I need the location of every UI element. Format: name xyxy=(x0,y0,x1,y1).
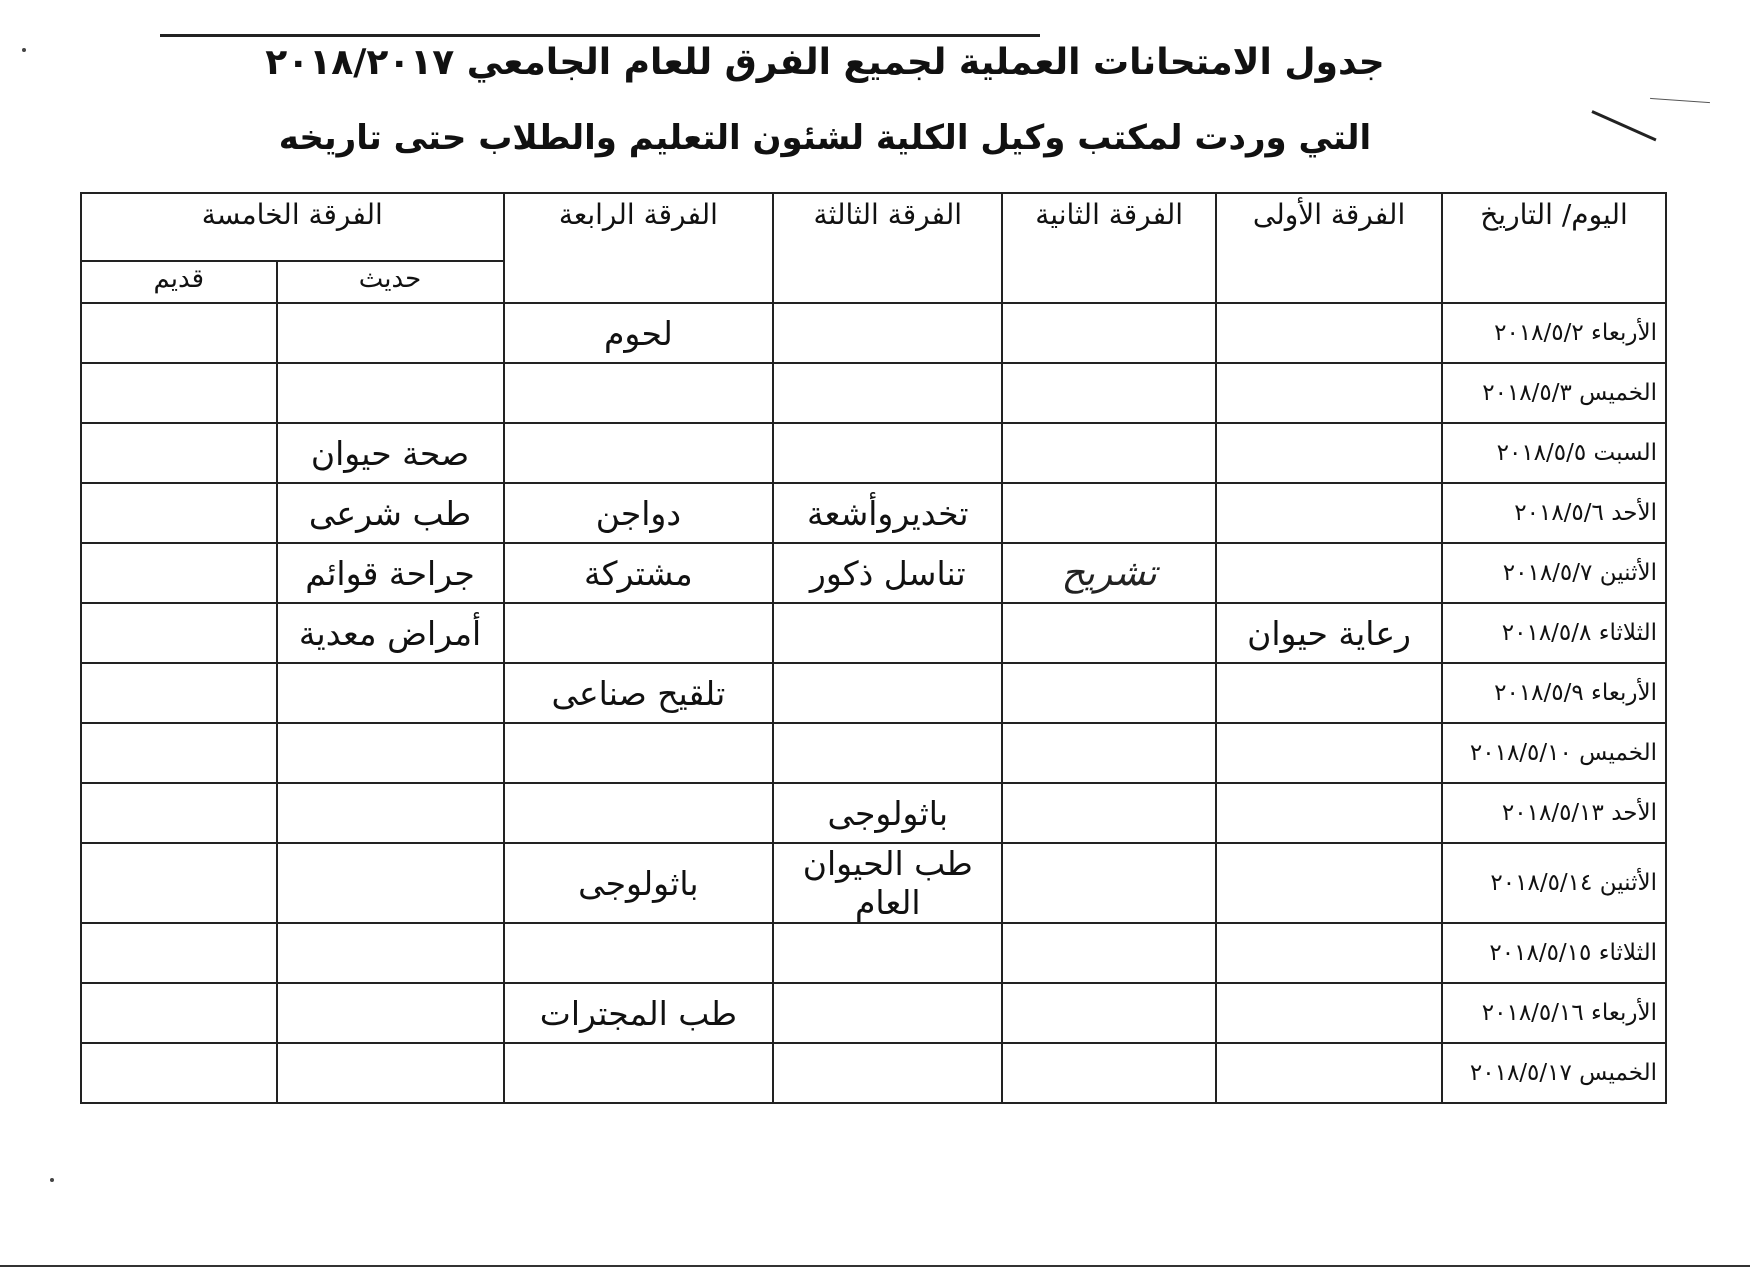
first-year-cell xyxy=(1216,783,1442,843)
first-year-cell xyxy=(1216,723,1442,783)
date-cell: الأحد ٢٠١٨/٥/١٣ xyxy=(1442,783,1666,843)
fifth-new-cell: صحة حيوان xyxy=(277,423,504,483)
third-year-cell: تناسل ذكور xyxy=(773,543,1002,603)
fifth-new-cell xyxy=(277,303,504,363)
date-cell: الأربعاء ٢٠١٨/٥/٢ xyxy=(1442,303,1666,363)
second-year-cell xyxy=(1002,983,1216,1043)
date-cell: الخميس ٢٠١٨/٥/١٠ xyxy=(1442,723,1666,783)
table-row xyxy=(81,923,1666,983)
fourth-year-cell xyxy=(504,1043,774,1103)
fifth-old-cell xyxy=(81,663,277,723)
first-year-cell xyxy=(1216,923,1442,983)
date-cell: الأثنين ٢٠١٨/٥/١٤ xyxy=(1442,843,1666,923)
date-cell: الخميس ٢٠١٨/٥/١٧ xyxy=(1442,1043,1666,1103)
fifth-new-cell xyxy=(277,843,504,923)
fifth-old-cell xyxy=(81,303,277,363)
header-fourth-year: الفرقة الرابعة xyxy=(504,193,774,303)
first-year-cell xyxy=(1216,543,1442,603)
second-year-cell xyxy=(1002,663,1216,723)
date-cell: السبت ٢٠١٨/٥/٥ xyxy=(1442,423,1666,483)
header-first-year: الفرقة الأولى xyxy=(1216,193,1442,303)
fifth-old-cell xyxy=(81,363,277,423)
second-year-cell xyxy=(1002,423,1216,483)
fourth-year-cell: تلقيح صناعى xyxy=(504,663,774,723)
fourth-year-cell xyxy=(504,723,774,783)
table-row xyxy=(81,483,1666,543)
fourth-year-cell: طب المجترات xyxy=(504,983,774,1043)
first-year-cell xyxy=(1216,483,1442,543)
fifth-new-cell xyxy=(277,1043,504,1103)
table-row xyxy=(81,543,1666,603)
first-year-cell: رعاية حيوان xyxy=(1216,603,1442,663)
fifth-new-cell xyxy=(277,983,504,1043)
fourth-year-cell xyxy=(504,603,774,663)
scan-speck xyxy=(22,48,26,52)
third-year-cell xyxy=(773,923,1002,983)
third-year-cell xyxy=(773,1043,1002,1103)
table-row xyxy=(81,303,1666,363)
second-year-cell xyxy=(1002,603,1216,663)
fifth-old-cell xyxy=(81,483,277,543)
first-year-cell xyxy=(1216,303,1442,363)
header-third-year: الفرقة الثالثة xyxy=(773,193,1002,303)
fifth-old-cell xyxy=(81,543,277,603)
second-year-cell xyxy=(1002,483,1216,543)
scan-artifact-line xyxy=(160,34,1040,37)
fourth-year-cell xyxy=(504,923,774,983)
table-row xyxy=(81,663,1666,723)
fifth-new-cell: أمراض معدية xyxy=(277,603,504,663)
first-year-cell xyxy=(1216,423,1442,483)
third-year-cell: باثولوجى xyxy=(773,783,1002,843)
second-year-cell xyxy=(1002,363,1216,423)
table-header-row xyxy=(81,193,1666,261)
fourth-year-cell: مشتركة xyxy=(504,543,774,603)
fifth-new-cell xyxy=(277,923,504,983)
table-row xyxy=(81,1043,1666,1103)
second-year-cell xyxy=(1002,783,1216,843)
fourth-year-cell: دواجن xyxy=(504,483,774,543)
table-row xyxy=(81,363,1666,423)
table-row xyxy=(81,783,1666,843)
date-cell: الثلاثاء ٢٠١٨/٥/٨ xyxy=(1442,603,1666,663)
third-year-cell: طب الحيوان العام xyxy=(773,843,1002,923)
header-fifth-year: الفرقة الخامسة xyxy=(81,193,504,261)
third-year-cell: تخديروأشعة xyxy=(773,483,1002,543)
date-cell: الأحد ٢٠١٨/٥/٦ xyxy=(1442,483,1666,543)
fifth-old-cell xyxy=(81,423,277,483)
pen-mark-thin xyxy=(1650,98,1710,103)
page-title: جدول الامتحانات العملية لجميع الفرق للعام الجامعي ٢٠١٨/٢٠١٧ xyxy=(265,42,1385,83)
second-year-cell xyxy=(1002,303,1216,363)
second-year-cell xyxy=(1002,723,1216,783)
third-year-cell xyxy=(773,723,1002,783)
fourth-year-cell xyxy=(504,423,774,483)
second-year-handwritten-cell: تشريح xyxy=(1002,543,1216,603)
third-year-cell xyxy=(773,363,1002,423)
fourth-year-cell: باثولوجى xyxy=(504,843,774,923)
fifth-old-cell xyxy=(81,983,277,1043)
exam-schedule-table xyxy=(80,192,1667,1104)
table-row xyxy=(81,423,1666,483)
third-year-cell xyxy=(773,423,1002,483)
date-cell: الخميس ٢٠١٨/٥/٣ xyxy=(1442,363,1666,423)
third-year-cell xyxy=(773,303,1002,363)
fourth-year-cell xyxy=(504,783,774,843)
header-date: اليوم/ التاريخ xyxy=(1442,193,1666,303)
scan-edge-line xyxy=(0,1265,1750,1267)
table-row xyxy=(81,983,1666,1043)
date-cell: الثلاثاء ٢٠١٨/٥/١٥ xyxy=(1442,923,1666,983)
header-fifth-new: حديث xyxy=(277,261,504,303)
header-second-year: الفرقة الثانية xyxy=(1002,193,1216,303)
table-row xyxy=(81,843,1666,923)
fifth-old-cell xyxy=(81,723,277,783)
fourth-year-cell xyxy=(504,363,774,423)
pen-mark xyxy=(1591,110,1656,141)
header-fifth-old: قديم xyxy=(81,261,277,303)
date-cell: الأربعاء ٢٠١٨/٥/٩ xyxy=(1442,663,1666,723)
fifth-old-cell xyxy=(81,783,277,843)
fifth-new-cell xyxy=(277,363,504,423)
page-subtitle: التي وردت لمكتب وكيل الكلية لشئون التعليم والطلاب حتى تاريخه xyxy=(278,118,1372,158)
third-year-cell xyxy=(773,983,1002,1043)
fifth-new-cell: جراحة قوائم xyxy=(277,543,504,603)
third-year-cell xyxy=(773,603,1002,663)
first-year-cell xyxy=(1216,363,1442,423)
fifth-new-cell xyxy=(277,723,504,783)
fifth-new-cell xyxy=(277,783,504,843)
fifth-new-cell: طب شرعى xyxy=(277,483,504,543)
fifth-new-cell xyxy=(277,663,504,723)
fifth-old-cell xyxy=(81,843,277,923)
third-year-cell xyxy=(773,663,1002,723)
second-year-cell xyxy=(1002,923,1216,983)
fifth-old-cell xyxy=(81,603,277,663)
first-year-cell xyxy=(1216,983,1442,1043)
first-year-cell xyxy=(1216,843,1442,923)
second-year-cell xyxy=(1002,1043,1216,1103)
table-row xyxy=(81,723,1666,783)
first-year-cell xyxy=(1216,663,1442,723)
fourth-year-cell: لحوم xyxy=(504,303,774,363)
date-cell: الأربعاء ٢٠١٨/٥/١٦ xyxy=(1442,983,1666,1043)
second-year-cell xyxy=(1002,843,1216,923)
first-year-cell xyxy=(1216,1043,1442,1103)
table-row xyxy=(81,603,1666,663)
date-cell: الأثنين ٢٠١٨/٥/٧ xyxy=(1442,543,1666,603)
fifth-old-cell xyxy=(81,1043,277,1103)
fifth-old-cell xyxy=(81,923,277,983)
scan-speck xyxy=(50,1178,54,1182)
